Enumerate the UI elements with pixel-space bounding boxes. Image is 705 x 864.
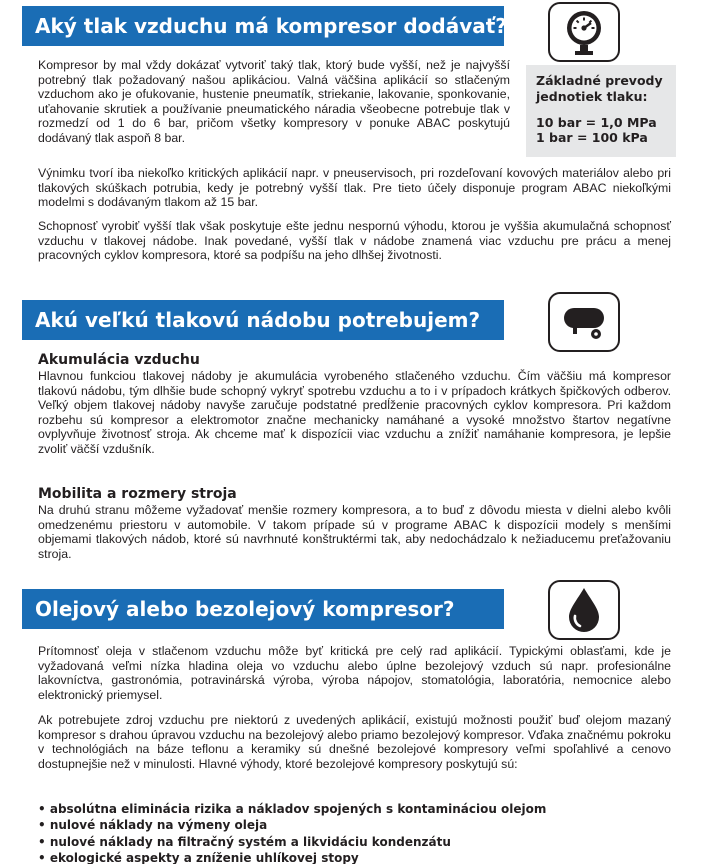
paragraph: Na druhú stranu môžeme vyžadovať menšie rozmery kompresora, a to buď z dôvodu miesta v dielni alebo kvôli omedzenému priestoru v automobile. V takom prípade sú v programe ABAC k dispozícii modely s menšími objemami tlakových nádob, ktoré sú navrhnuté konštruktérmi tak, aby nedochádzalo k nežiaducemu preťažovaniu stroja.: [38, 503, 671, 561]
advantages-list: [38, 801, 658, 864]
section-title-oil: Olejový alebo bezolejový kompresor?: [22, 589, 504, 629]
conversion-box-title: Základné prevody jednotiek tlaku:: [536, 73, 663, 104]
oil-drop-icon: [548, 580, 620, 640]
list-item: • absolútna eliminácia rizika a nákladov spojených s kontamináciou olejom: [38, 802, 547, 816]
section-title-tank: Akú veľkú tlakovú nádobu potrebujem?: [22, 300, 504, 340]
paragraph: Schopnosť vyrobiť vyšší tlak však poskytuje ešte jednu nespornú výhodu, ktorou je vyššia akumulačná schopnosť vzduchu v tlakovej nádobe. Inak povedané, vyšší tlak v nádobe znamená viac vzduchu pre prácu a menej pracovných cyklov kompresora, ktoré sa podpíšu na jeho dlhšej životnosti.: [38, 219, 671, 263]
subsection-heading: Akumulácia vzduchu: [38, 352, 200, 368]
section-title-pressure: Aký tlak vzduchu má kompresor dodávať?: [22, 6, 504, 46]
list-item: • nulové náklady na filtračný systém a likvidáciu kondenzátu: [38, 834, 451, 849]
pressure-gauge-icon: [548, 2, 620, 62]
paragraph: Prítomnosť oleja v stlačenom vzduchu môže byť kritická pre celý rad aplikácií. Typickými oblasťami, kde je vyžadovaná veľmi nízka hladina oleja vo vzduchu alebo úplne bezolejový vzduch sú napr. profesionálne lakovníctva, gastronómia, potravinárská výroba, výroba nápojov, stomatológia, laboratória, nemocnice alebo elektronický priemysel.: [38, 644, 671, 702]
conversion-line: 10 bar = 1,0 MPa: [536, 115, 657, 130]
list-item: • nulové náklady na výmeny oleja: [38, 818, 268, 833]
list-item: • ekologické aspekty a zníženie uhlíkovej stopy: [38, 850, 359, 864]
subsection-heading: Mobilita a rozmery stroja: [38, 486, 237, 502]
paragraph: Ak potrebujete zdroj vzduchu pre niektorú z uvedených aplikácií, existujú možnosti použiť buď olejom mazaný kompresor s drahou úpravou vzduchu na bezolejový alebo priamo bezolejový kompresor. Vďaka značnému pokroku v technológiách na báze teflonu a keramiky sú dnešné bezolejové kompresory veľmi spoľahlivé a cenovo dostupnejšie než v minulosti. Hlavné výhody, ktoré bezolejové kompresory poskytujú sú:: [38, 713, 671, 771]
conversion-line: 1 bar = 100 kPa: [536, 130, 648, 145]
paragraph: Hlavnou funkciou tlakovej nádoby je akumulácia vyrobeného stlačeného vzduchu. Čím väčšiu má kompresor tlakovú nádobu, tým dlhšie bude schopný vykryť spotrebu vzduchu a to i v prípadoch krátkych špičkových odberov. Veľký objem tlakovej nádoby navyše zaručuje podstatné predĺženie pracovných cyklov kompresora. Pri každom rozbehu sú kompresor a elektromotor značne mechanicky namáhané a vysoké množstvo štartov negatívne ovplyvňuje životnosť stroja. Ak chceme mať k dispozícii viac vzduchu a znížiť namáhanie kompresora, je lepšie zvoliť väčší vzdušník.: [38, 369, 671, 456]
paragraph: Výnimku tvorí iba niekoľko kritických aplikácií napr. v pneuservisoch, pri rozdeľovaní kovových materiálov alebo pri tlakových skúškach potrubia, kedy je potrebný vyšší tlak. Pre tieto účely disponuje program ABAC niekoľkými modelmi s dodávaným tlakom až 15 bar.: [38, 166, 671, 210]
air-tank-icon: [548, 292, 620, 352]
paragraph: Kompresor by mal vždy dokázať vytvoriť taký tlak, ktorý bude vyšší, než je najvyšší potrebný tlak požadovaný našou aplikáciou. Valná väčšina aplikácií so stlačeným vzduchom ako je ofukovanie, hustenie pneumatík, striekanie, lakovanie, sponkovanie, uťahovanie skrutiek a používanie pneumatického náradia všeobecne potrebuje tlak v rozmedzí od 1 do 6 bar, pričom všetky kompresory v ponuke ABAC poskytujú dodávaný tlak aspoň 8 bar.: [38, 58, 510, 145]
unit-conversion-box: [526, 65, 676, 157]
